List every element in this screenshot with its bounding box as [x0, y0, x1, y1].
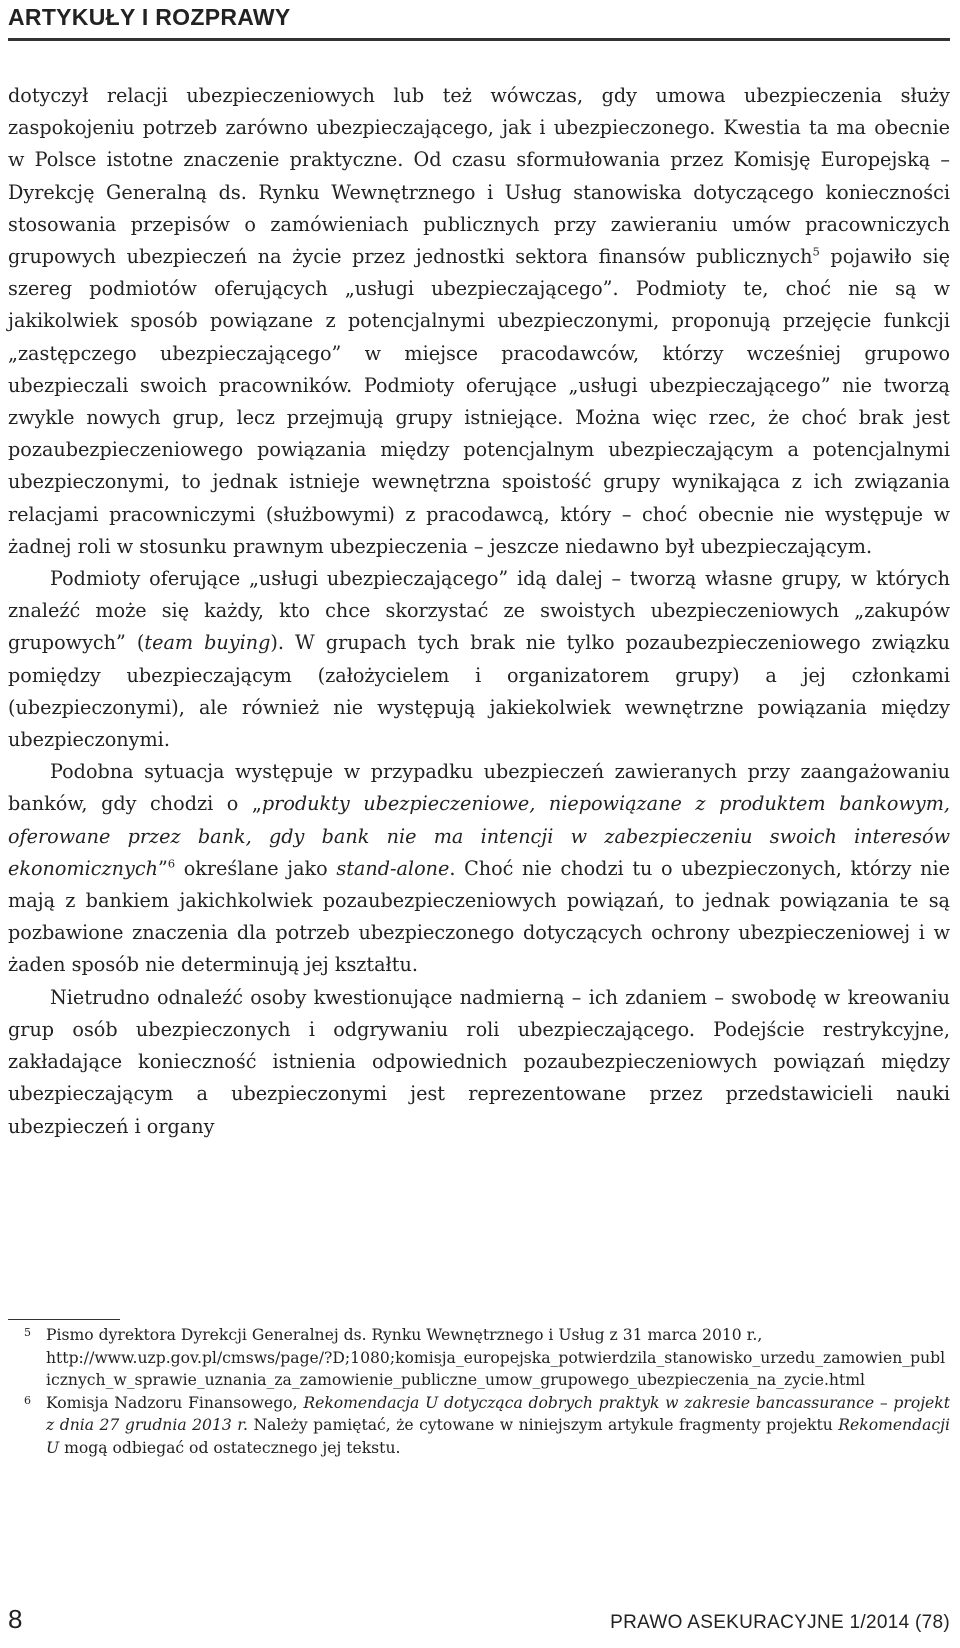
footnote-italic: Rekomendacja U dotycząca dobrych praktyk w zakresie bancassurance – projekt z dnia 27 grudnia 2013 r.	[46, 1393, 950, 1435]
footnote-separator	[8, 1319, 120, 1320]
footnote-text: Komisja Nadzoru Finansowego,	[46, 1393, 304, 1412]
paragraph-4	[8, 982, 950, 1143]
section-title: ARTYKUŁY I ROZPRAWY	[8, 4, 291, 30]
paragraph-text: pojawiło się szereg podmiotów oferujących „usługi ubezpieczającego”. Podmioty te, choć nie są w jakikolwiek sposób powiązane z potencjalnymi ubezpieczonymi, proponują przejęcie funkcji „zastępczego ubezpieczającego” w miejsce pracodawców, którzy wcześniej grupowo ubezpieczali swoich pracowników. Podmioty oferujące „usługi ubezpieczającego” nie tworzą zwykle nowych grup, lecz przejmują grupy istniejące. Można więc rzec, że choć brak jest pozaubezpieczeniowego powiązania między potencjalnym ubezpieczającym a potencjalnymi ubezpieczonymi, to jednak istnieje wewnętrzna spoistość grupy wynikająca z ich związania relacjami pracowniczymi (służbowymi) z pracodawcą, który – choć obecnie nie występuje w żadnej roli w stosunku prawnym ubezpieczenia – jeszcze niedawno był ubezpieczającym.	[8, 245, 950, 558]
footnote-ref-5[interactable]: 5	[812, 244, 820, 259]
italic-term: stand-alone	[336, 856, 450, 880]
footnote-6	[8, 1392, 950, 1460]
paragraph-text: Nietrudno odnaleźć osoby kwestionujące nadmierną – ich zdaniem – swobodę w kreowaniu grup osób ubezpieczonych i odgrywaniu roli ubezpieczającego. Podejście restrykcyjne, zakładające konieczność istnienia odpowiednich pozaubezpieczeniowych powiązań między ubezpieczającym a ubezpieczonymi jest reprezentowane przez przedstawicieli nauki ubezpieczeń i organy	[8, 985, 950, 1138]
footnote-number: 5	[24, 1326, 31, 1339]
paragraph-2	[8, 563, 950, 756]
footnote-text: Pismo dyrektora Dyrekcji Generalnej ds. Rynku Wewnętrznego i Usług z 31 marca 2010 r.,	[46, 1326, 763, 1344]
footnote-ref-6[interactable]: 6	[167, 856, 176, 871]
closing-quote: ”	[157, 856, 168, 880]
paragraph-3	[8, 756, 950, 981]
article-body	[8, 80, 950, 1143]
italic-term: team buying	[144, 631, 271, 655]
footnotes	[8, 1324, 950, 1460]
footnote-italic: Rekomendacji U	[46, 1416, 950, 1457]
running-header	[8, 2, 950, 41]
paragraph-text: określane jako	[175, 856, 337, 880]
footnote-number: 6	[24, 1393, 31, 1407]
footnote-text: Należy pamiętać, że cytowane w niniejszym artykule fragmenty projektu	[248, 1416, 839, 1435]
footnote-text: mogą odbiegać od ostatecznego jej tekstu.	[59, 1438, 401, 1457]
paragraph-text: ). W grupach tych brak nie tylko pozaubezpieczeniowego związku pomiędzy ubezpieczającym (założycielem i organizatorem grupy) a jej członkami (ubezpieczonymi), ale również nie występują jakiekolwiek wewnętrzne powiązania między ubezpieczonymi.	[8, 631, 950, 752]
italic-quote: produkty ubezpieczeniowe, niepowiązane z produktem bankowym, oferowane przez bank, gdy bank nie ma intencji w zabezpieczeniu swoich interesów ekonomicznych	[8, 792, 950, 880]
paragraph-1	[8, 80, 950, 563]
paragraph-text: Podobna sytuacja występuje w przypadku ubezpieczeń zawieranych przy zaangażowaniu banków, gdy chodzi o „	[8, 760, 950, 816]
footnote-5	[8, 1324, 950, 1392]
paragraph-text: dotyczył relacji ubezpieczeniowych lub też wówczas, gdy umowa ubezpieczenia służy zaspokojeniu potrzeb zarówno ubezpieczającego, jak i ubezpieczonego. Kwestia ta ma obecnie w Polsce istotne znaczenie praktyczne. Od czasu sformułowania przez Komisję Europejską – Dyrekcję Generalną ds. Rynku Wewnętrznego i Usług stanowiska dotyczącego konieczności stosowania przepisów o zamówieniach publicznych przy zawieraniu umów pracowniczych grupowych ubezpieczeń na życie przez jednostki sektora finansów publicznych	[8, 84, 950, 269]
paragraph-text: . Choć nie chodzi tu o ubezpieczonych, którzy nie mają z bankiem jakichkolwiek pozaubezpieczeniowych powiązań, to jednak powiązania te są pozbawione znaczenia dla potrzeb ubezpieczonego dotyczących ochrony ubezpieczeniowej i w żaden sposób nie determinują jej kształtu.	[8, 856, 950, 977]
journal-name: PRAWO ASEKURACYJNE 1/2014 (78)	[610, 1612, 950, 1633]
page-footer	[8, 1604, 950, 1640]
page-number: 8	[8, 1604, 23, 1634]
paragraph-text: Podmioty oferujące „usługi ubezpieczającego” idą dalej – tworzą własne grupy, w których znaleźć może się każdy, kto chce skorzystać ze swoistych ubezpieczeniowych „zakupów grupowych” (	[8, 567, 950, 655]
footnote-url-link[interactable]: http://www.uzp.gov.pl/cmsws/page/?D;1080;komisja_europejska_potwierdzila_stanowisko_urzedu_zamowien_publicznych_w_sprawie_uznania_za_zamowienie_publiczne_umow_grupowego_ubezpieczenia_na_zycie.html	[46, 1348, 946, 1390]
